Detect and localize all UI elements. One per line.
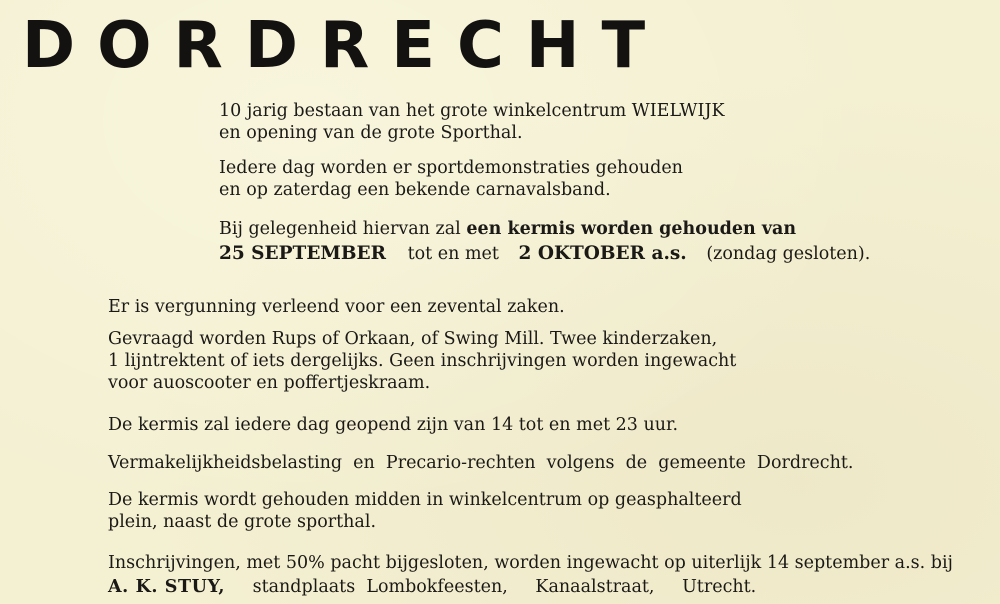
- daily-line-1: Iedere dag worden er sportdemonstraties gehouden: [219, 158, 683, 178]
- hours-line-1: De kermis zal iedere dag geopend zijn van 14 tot en met 23 uur.: [108, 415, 679, 435]
- date-mid: tot en met: [407, 244, 499, 264]
- kermis-intro-text: Bij gelegenheid hiervan zal: [219, 219, 461, 239]
- location-paragraph: [108, 489, 742, 533]
- intro-line-1: 10 jarig bestaan van het grote winkelcentrum WIELWIJK: [219, 101, 725, 121]
- kermis-paragraph: [219, 218, 870, 265]
- contact-place: standplaats Lombokfeesten,: [252, 577, 508, 597]
- daily-paragraph: [219, 157, 683, 201]
- date-to: 2 OKTOBER a.s.: [518, 243, 687, 264]
- wanted-line-1: Gevraagd worden Rups of Orkaan, of Swing Mill. Twee kinderzaken,: [108, 329, 718, 349]
- contact-street: Kanaalstraat,: [535, 577, 655, 597]
- wanted-line-2: 1 lijntrektent of iets dergelijks. Geen inschrijvingen worden ingewacht: [108, 351, 737, 371]
- license-paragraph: [108, 296, 565, 318]
- wanted-paragraph: [108, 328, 736, 394]
- date-from: 25 SEPTEMBER: [219, 243, 387, 264]
- intro-line-2: en opening van de grote Sporthal.: [219, 123, 523, 143]
- registration-line-2: [108, 576, 953, 598]
- daily-line-2: en op zaterdag een bekende carnavalsband.: [219, 180, 611, 200]
- intro-paragraph: [219, 100, 725, 144]
- location-line-2: plein, naast de grote sporthal.: [108, 512, 377, 532]
- wanted-line-3: voor auoscooter en poffertjeskraam.: [108, 373, 431, 393]
- license-line-1: Er is vergunning verleend voor een zevental zaken.: [108, 297, 565, 317]
- location-line-1: De kermis wordt gehouden midden in winkelcentrum op geasphalteerd: [108, 490, 742, 510]
- tax-line-1: Vermakelijkheidsbelasting en Precario-rechten volgens de gemeente Dordrecht.: [108, 453, 854, 473]
- page-title: DORDRECHT: [22, 9, 668, 83]
- hours-paragraph: [108, 414, 678, 436]
- contact-name: A. K. STUY,: [108, 577, 226, 597]
- contact-city: Utrecht.: [682, 577, 757, 597]
- tax-paragraph: [108, 452, 853, 474]
- kermis-line-1: [219, 218, 870, 240]
- closed-note: (zondag gesloten).: [706, 244, 871, 264]
- kermis-bold-text: een kermis worden gehouden van: [466, 219, 797, 239]
- kermis-dates-line: [219, 243, 870, 265]
- registration-paragraph: [108, 552, 953, 598]
- registration-line-1: Inschrijvingen, met 50% pacht bijgesloten, worden ingewacht op uiterlijk 14 september a.s. bij: [108, 553, 953, 573]
